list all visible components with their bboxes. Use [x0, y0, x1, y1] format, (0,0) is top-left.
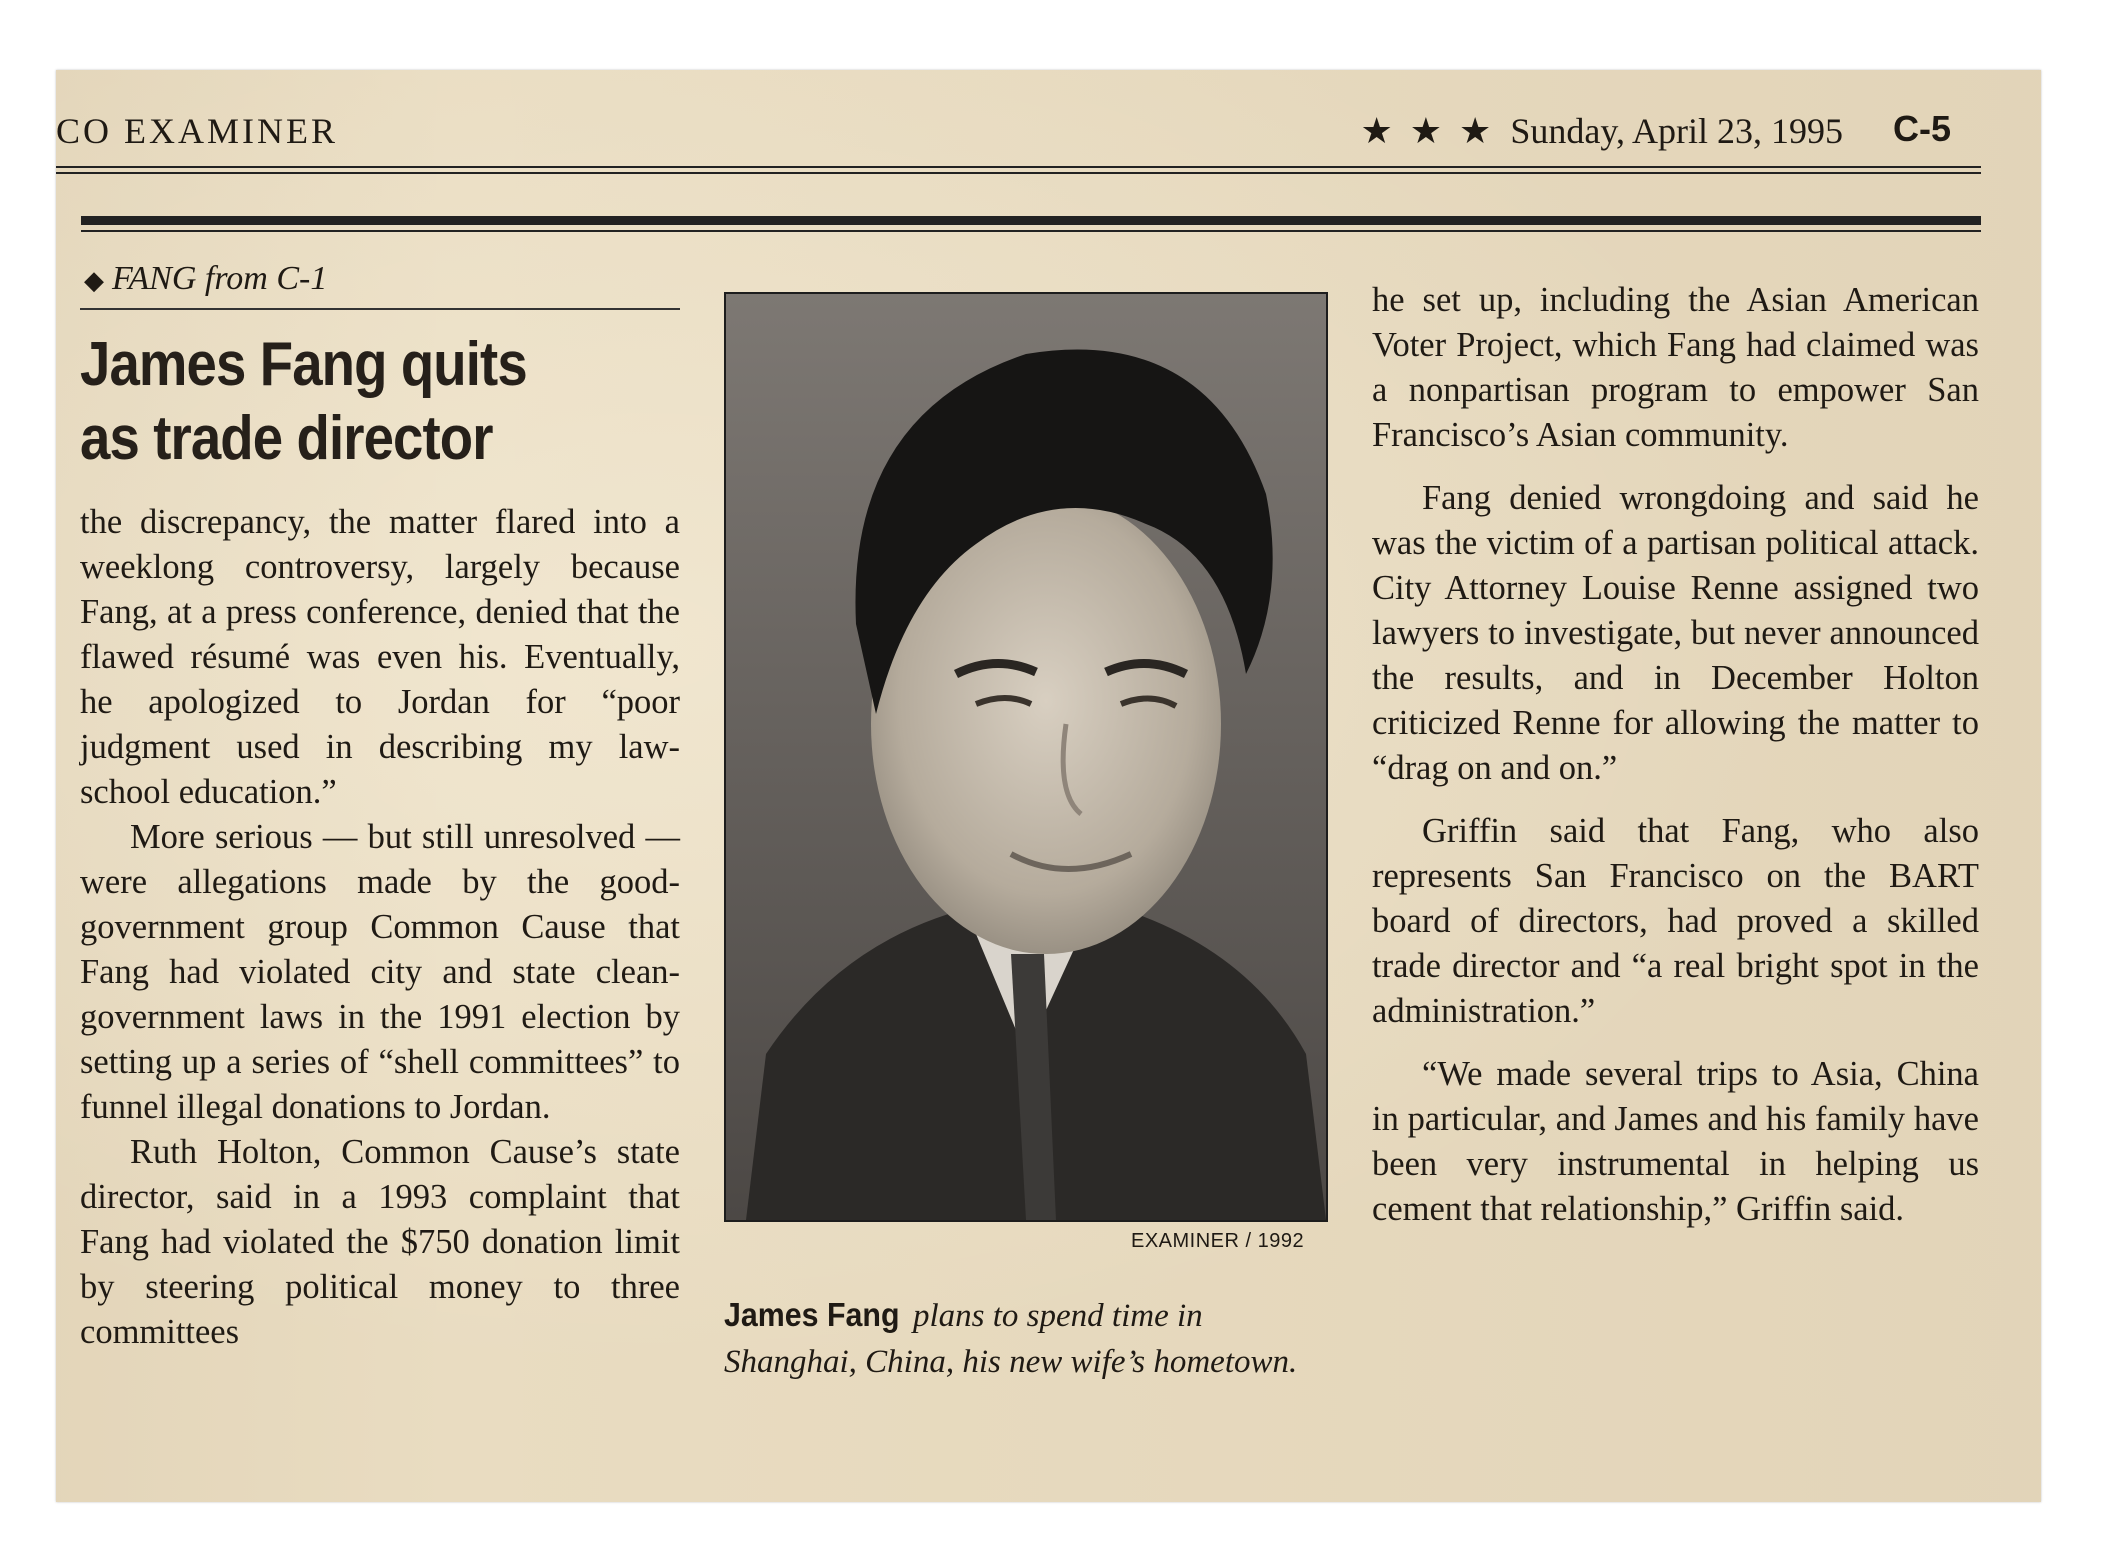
- dateline: [1361, 110, 1844, 152]
- paragraph: Ruth Holton, Common Cause’s state director, said in a 1993 complaint that Fang had violated the $750 donation limit by steering political money to three committees: [80, 1133, 680, 1351]
- headline-line-1: James Fang quits: [80, 330, 527, 399]
- paragraph: the discrepancy, the matter flared into a weeklong controversy, largely because Fang, at a press conference, denied that the flawed résumé was even his. Eventually, he apologized to Jordan for “poor judgment used in describing my law-school education.”: [80, 503, 680, 811]
- paragraph: Fang denied wrongdoing and said he was the victim of a partisan political attack. City Attorney Louise Renne assigned two lawyers to investigate, but never announced the results, and in December Holton criticized Renne for allowing the matter to “drag on and on.”: [1372, 479, 1979, 787]
- caption-name: James Fang: [724, 1296, 900, 1333]
- section-rule-thin: [81, 230, 1981, 232]
- right-column: [1372, 278, 1979, 1232]
- portrait-photo: [724, 292, 1328, 1222]
- photo-credit: EXAMINER / 1992: [1131, 1230, 1305, 1252]
- page-number: C-5: [1892, 108, 1951, 149]
- paragraph: “We made several trips to Asia, China in particular, and James and his family have been very instrumental in helping us cement that relationship,” Griffin said.: [1372, 1055, 1979, 1228]
- edition-stars: ★ ★ ★: [1360, 111, 1496, 151]
- paragraph: Griffin said that Fang, who also represents San Francisco on the BART board of directors, had proved a skilled trade director and “a real bright spot in the administration.”: [1372, 812, 1979, 1030]
- left-column: [80, 260, 680, 1355]
- section-rule-thick: [81, 216, 1981, 225]
- page-header: [56, 110, 1981, 160]
- headline-line-2: as trade director: [80, 404, 493, 473]
- caption-text: plans to spend time in Shanghai, China, his new wife’s hometown.: [724, 1298, 1298, 1380]
- diamond-icon: ◆: [84, 266, 104, 295]
- masthead: CO EXAMINER: [56, 111, 338, 151]
- jump-rule: [80, 308, 680, 310]
- paragraph: More serious — but still unresolved — were allegations made by the good-government group Common Cause that Fang had violated city and state clean-government laws in the 1991 election by setting up a series of “shell committees” to funnel illegal donations to Jordan.: [80, 818, 680, 1126]
- date: Sunday, April 23, 1995: [1510, 111, 1843, 151]
- newspaper-clipping: [56, 70, 2041, 1502]
- headline: [80, 328, 678, 476]
- jump-line: [84, 260, 680, 298]
- portrait-illustration: [726, 294, 1326, 1220]
- header-rule-2: [56, 172, 1981, 174]
- photo-caption: [724, 1292, 1324, 1385]
- paragraph: he set up, including the Asian American Voter Project, which Fang had claimed was a nonpartisan program to empower San Francisco’s Asian community.: [1372, 281, 1979, 454]
- jump-text: FANG from C-1: [112, 260, 328, 297]
- left-body: [80, 500, 680, 1355]
- header-rule: [56, 166, 1981, 168]
